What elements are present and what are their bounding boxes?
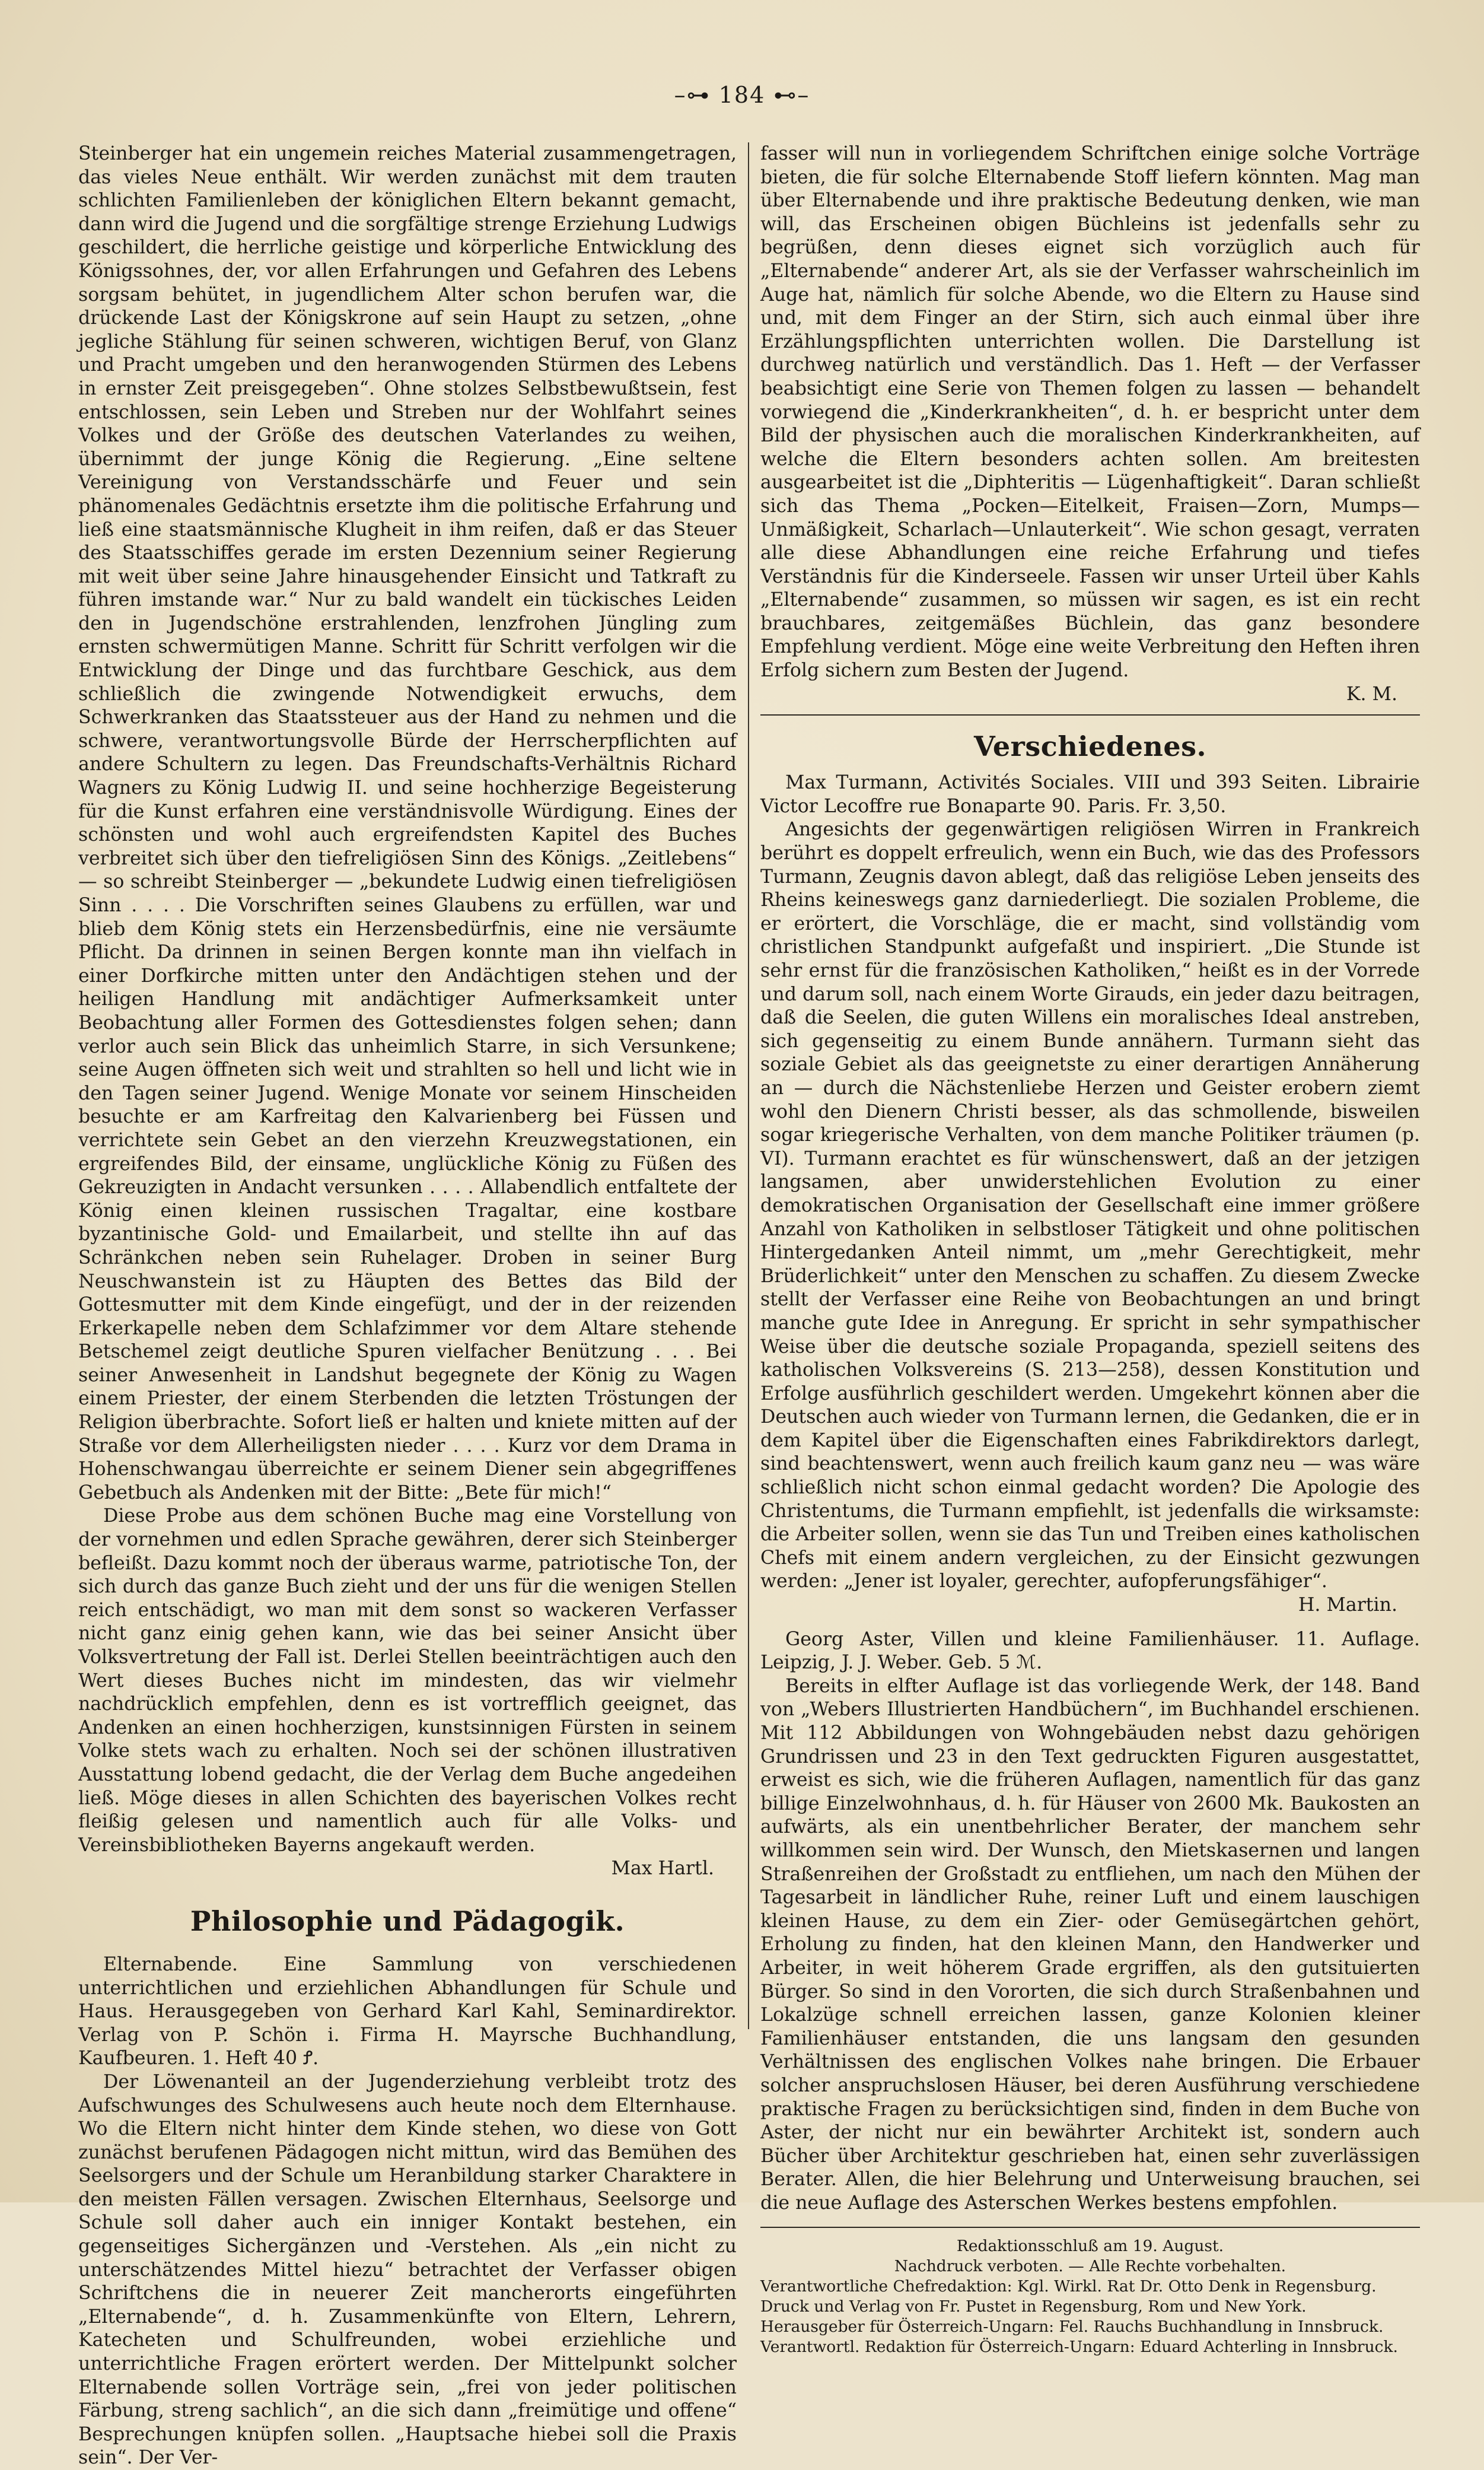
turmann-bibliographic-entry: Max Turmann, Activités Sociales. VIII und 393 Seiten. Librairie Victor Lecoffre rue Bonaparte 90. Paris. Fr. 3,50. bbox=[760, 772, 1420, 817]
review-signature: Max Hartl. bbox=[611, 1858, 714, 1880]
imprint-publisher: Druck und Verlag von Fr. Pustet in Regensburg, Rom und New York. bbox=[760, 2297, 1307, 2316]
page-number: –⊶ 184 ⊷– bbox=[674, 82, 810, 108]
section-heading-philosophie: Philosophie und Pädagogik. bbox=[190, 1905, 625, 1937]
left-column bbox=[78, 142, 737, 2470]
right-column bbox=[760, 142, 1420, 2357]
column-divider bbox=[748, 142, 749, 2029]
elternabende-bibliographic-entry: Elternabende. Eine Sammlung von verschiedenen unterrichtlichen und erziehlichen Abhandlungen für Schule und Haus. Herausgegeben von Gerhard Karl Kahl, Seminardirektor. Verlag von P. Schön i. Firma H. Mayrsche Buchhandlung, Kaufbeuren. 1. Heft 40 Ꝭ. bbox=[78, 1953, 737, 2070]
turmann-signature: H. Martin. bbox=[1298, 1594, 1397, 1616]
elternabende-review-continuation: fasser will nun in vorliegendem Schriftchen einige solche Vorträge bieten, die für solche Elternabende Stoff liefern könnten. Mag man über Elternabende und ihre praktische Bedeutung denken, wie man will, das Erscheinen obigen Büchleins ist jedenfalls sehr zu begrüßen, denn dieses eignet sich vorzüglich auch für „Elternabende“ anderer Art, als sie der Verfasser wahrscheinlich im Auge hat, nämlich für solche Abende, wo die Eltern zu Hause sind und, mit dem Finger an der Stirn, sich auch einmal über ihre Erzählungspflichten unterrichten wollen. Die Darstellung ist durchweg natürlich und verständlich. Das 1. Heft — der Verfasser beabsichtigt eine Serie von Themen folgen zu lassen — behandelt vorwiegend die „Kinderkrankheiten“, d. h. er bespricht unter dem Bild der physischen auch die moralischen Kinderkrankheiten, auf welche die Eltern besonders achten sollen. Am breitesten ausgearbeitet ist die „Diphteritis — Lügenhaftigkeit“. Daran schließt sich das Thema „Pocken—Eitelkeit, Fraisen—Zorn, Mumps—Unmäßigkeit, Scharlach—Unlauterkeit“. Wie schon gesagt, verraten alle diese Abhandlungen eine reiche Erfahrung und tiefes Verständnis für die Kinderseele. Fassen wir unser Urteil über Kahls „Elternabende“ zusammen, so müssen wir sagen, es ist ein recht brauchbares, zeitgemäßes Büchlein, das ganz besondere Empfehlung verdient. Möge eine weite Verbreitung den Heften ihren Erfolg sichern zum Besten der Jugend. bbox=[760, 143, 1420, 682]
aster-review-body: Bereits in elfter Auflage ist das vorliegende Werk, der 148. Band von „Webers Illustrierten Handbüchern“, im Buchhandel erschienen. Mit 112 Abbildungen von Wohngebäuden nebst dazu gehörigen Grundrissen und 23 in den Text gedruckten Figuren ausgestattet, erweist es sich, wie die früheren Auflagen, namentlich für das ganz billige Einzelwohnhaus, d. h. für Häuser von 2600 Mk. Baukosten an aufwärts, als ein unentbehrlicher Berater, der manchem sehr willkommen sein wird. Der Wunsch, den Mietskasernen und langen Straßenreihen der Großstadt zu entfliehen, um nach den Mühen der Tagesarbeit in ländlicher Ruhe, reiner Luft und einem lauschigen kleinen Hause, zu dem ein Zier- oder Gemüsegärtchen gehört, Erholung zu finden, hat den kleinen Mann, den Handwerker und Arbeiter, in weit höherem Grade ergriffen, als den gutsituierten Bürger. So sind in den Vororten, die sich durch Straßenbahnen und Lokalzüge schnell erreichen lassen, ganze Kolonien kleiner Familienhäuser entstanden, die uns langsam den gesunden Verhältnissen des englischen Volkes nahe bringen. Die Erbauer solcher anspruchslosen Häuser, bei deren Ausführung verschiedene praktische Fragen zu berücksichtigen sind, finden in dem Buche von Aster, der nicht nur ein bewährter Architekt ist, sondern auch Bücher über Architektur geschrieben hat, einen sehr zuverlässigen Berater. Allen, die hier Belehrung und Unterweisung brauchen, sei die neue Auflage des Asterschen Werkes bestens empfohlen. bbox=[760, 1675, 1420, 2214]
imprint-block bbox=[760, 2227, 1420, 2357]
imprint-austria-editor: Verantwortl. Redaktion für Österreich-Ungarn: Eduard Achterling in Innsbruck. bbox=[760, 2338, 1398, 2357]
elternabende-signature: K. M. bbox=[1346, 683, 1397, 705]
aster-bibliographic-entry: Georg Aster, Villen und kleine Familienhäuser. 11. Auflage. Leipzig, J. J. Weber. Geb. 5 ℳ. bbox=[760, 1628, 1420, 1674]
imprint-rights-notice: Nachdruck verboten. — Alle Rechte vorbehalten. bbox=[894, 2257, 1286, 2276]
review-continuation: Steinberger hat ein ungemein reiches Material zusammengetragen, das vieles Neue enthält. Wir werden zunächst mit dem trauten schlichten Familienleben der königlichen Eltern bekannt gemacht, dann wird die Jugend und die sorgfältige strenge Erziehung Ludwigs geschildert, die herrliche geistige und körperliche Entwicklung des Königssohnes, der, vor allen Erfahrungen und Gefahren des Lebens sorgsam behütet, in jugendlichem Alter schon berufen war, die drückende Last der Königskrone auf sein Haupt zu setzen, „ohne jegliche Stählung für seinen schweren, wichtigen Beruf, von Glanz und Pracht umgeben und den heranwogenden Stürmen des Lebens in ernster Zeit preisgegeben“. Ohne stolzes Selbstbewußtsein, fest entschlossen, sein Leben und Streben nur der Wohlfahrt seines Volkes und der Größe des deutschen Vaterlandes zu weihen, übernimmt der junge König die Regierung. „Eine seltene Vereinigung von Verstandsschärfe und Feuer und sein phänomenales Gedächtnis ersetzte ihm die politische Erfahrung und ließ eine staatsmännische Klugheit in ihm reifen, daß er das Steuer des Staatsschiffes gerade im ersten Dezennium seiner Regierung mit weit über seine Jahre hinausgehender Einsicht und Tatkraft zu führen imstande war.“ Nur zu bald wandelt ein tückisches Leiden den in Jugendschöne erstrahlenden, lenzfrohen Jüngling zum ernsten schwermütigen Manne. Schritt für Schritt verfolgen wir die Entwicklung der Dinge und das furchtbare Geschick, aus dem schließlich die zwingende Notwendigkeit erwuchs, dem Schwerkranken das Staatssteuer aus der Hand zu nehmen und die schwere, verantwortungsvolle Bürde der Herrscherpflichten auf andere Schultern zu legen. Das Freundschafts-Verhältnis Richard Wagners zu König Ludwig II. und seine hochherzige Begeisterung für die Kunst erfahren eine verständnisvolle Würdigung. Eines der schönsten und wohl auch ergreifendsten Kapitel des Buches verbreitet sich über den tiefreligiösen Sinn des Königs. „Zeitlebens“ — so schreibt Steinberger — „bekundete Ludwig einen tiefreligiösen Sinn . . . . Die Vorschriften seines Glaubens zu erfüllen, war und blieb dem König stets ein Herzensbedürfnis, eine nie versäumte Pflicht. Da drinnen in seinen Bergen konnte man ihn vielfach in einer Dorfkirche mitten unter den Andächtigen stehen und der heiligen Handlung mit andächtiger Aufmerksamkeit unter Beobachtung aller Formen des Gottesdienstes folgen sehen; dann verlor auch sein Blick das unheimlich Starre, in sich Versunkene; seine Augen öffneten sich weit und strahlten so hell und licht wie in den Tagen seiner Jugend. Wenige Monate vor seinem Hinscheiden besuchte er am Karfreitag den Kalvarienberg bei Füssen und verrichtete sein Gebet an den vierzehn Kreuzwegstationen, ein ergreifendes Bild, der einsame, unglückliche König zu Füßen des Gekreuzigten in Andacht versunken . . . . Allabendlich entfaltete der König einen kleinen russischen Tragaltar, eine kostbare byzantinische Gold- und Emailarbeit, und stellte ihn auf das Schränkchen neben sein Ruhelager. Droben in seiner Burg Neuschwanstein ist zu Häupten des Bettes das Bild der Gottesmutter mit dem Kinde eingefügt, und der in der reizenden Erkerkapelle neben dem Schlafzimmer vor dem Altare stehende Betschemel zeigt deutliche Spuren vielfacher Benützung . . . Bei seiner Anwesenheit in Landshut begegnete der König zu Wagen einem Priester, der einem Sterbenden die letzten Tröstungen der Religion überbrachte. Sofort ließ er halten und kniete mitten auf der Straße vor dem Allerheiligsten nieder . . . . Kurz vor dem Drama in Hohenschwangau überreichte er seinem Diener sein abgegriffenes Gebetbuch als Andenken mit der Bitte: „Bete für mich!“ bbox=[78, 143, 737, 1503]
section-heading-verschiedenes: Verschiedenes. bbox=[973, 730, 1207, 763]
review-closing: Diese Probe aus dem schönen Buche mag eine Vorstellung von der vornehmen und edlen Sprache gewähren, derer sich Steinberger befleißt. Dazu kommt noch der überaus warme, patriotische Ton, der sich durch das ganze Buch zieht und der uns für die wenigen Stellen reich entschädigt, wo man mit dem sonst so wackeren Verfasser nicht ganz einig gehen kann, wie das bei seiner Ansicht über Volksvertretung der Fall ist. Derlei Stellen beeinträchtigen auch den Wert dieses Buches nicht im mindesten, das wir vielmehr nachdrücklich empfehlen, denn es ist vortrefflich geeignet, das Andenken an einen hochherzigen, kunstsinnigen Fürsten in seinem Volke stets wach zu erhalten. Noch sei der schönen illustrativen Ausstattung lobend gedacht, die der Verlag dem Buche angedeihen ließ. Möge dieses in allen Schichten des bayerischen Volkes recht fleißig gelesen und namentlich auch für alle Volks- und Vereinsbibliotheken Bayerns angekauft werden. bbox=[78, 1505, 737, 1856]
elternabende-review-body: Der Löwenanteil an der Jugenderziehung verbleibt trotz des Aufschwunges des Schulwesens auch heute noch dem Elternhause. Wo die Eltern nicht hinter dem Kinde stehen, wo diese von Gott zunächst berufenen Pädagogen nicht mittun, wird das Bemühen des Seelsorgers und der Schule um Heranbildung starker Charaktere in den meisten Fällen versagen. Zwischen Elternhaus, Seelsorge und Schule soll daher auch ein inniger Kontakt bestehen, ein gegenseitiges Sichergänzen und -Verstehen. Als „ein nicht zu unterschätzendes Mittel hiezu“ betrachtet der Verfasser obigen Schriftchens die in neuerer Zeit mancherorts eingeführten „Elternabende“, d. h. Zusammenkünfte von Eltern, Lehrern, Katecheten und Schulfreunden, wobei erziehliche und unterrichtliche Fragen erörtert werden. Der Mittelpunkt solcher Elternabende sollen Vorträge sein, „frei von jeder politischen Färbung, streng sachlich“, an die sich dann „freimütige und offene“ Besprechungen knüpfen sollen. „Hauptsache hiebei soll die Praxis sein“. Der Ver- bbox=[78, 2071, 737, 2469]
section-rule bbox=[760, 714, 1420, 716]
spacer bbox=[760, 1617, 1420, 1628]
imprint-austria-publisher: Herausgeber für Österreich-Ungarn: Fel. Rauchs Buchhandlung in Innsbruck. bbox=[760, 2318, 1384, 2337]
turmann-review-body: Angesichts der gegenwärtigen religiösen Wirren in Frankreich berührt es doppelt erfreulich, wenn ein Buch, wie das des Professors Turmann, Zeugnis davon ablegt, daß das religiöse Leben jenseits des Rheins keineswegs ganz darniederliegt. Die sozialen Probleme, die er erörtert, die Vorschläge, die er macht, sind vollständig vom christlichen Standpunkt aufgefaßt und inspiriert. „Die Stunde ist sehr ernst für die französischen Katholiken,“ heißt es in der Vorrede und darum soll, nach einem Worte Girauds, ein jeder dazu beitragen, daß die Seelen, die guten Willens ein moralisches Ideal anstreben, sich gegenseitig zu einem Bunde annähern. Turmann sieht das soziale Gebiet als das geeignetste zu einer derartigen Annäherung an — durch die Nächstenliebe Herzen und Geister erobern ziemt wohl den Dienern Christi besser, als das schmollende, bisweilen sogar kriegerische Verhalten, von dem manche Politiker träumen (p. VI). Turmann erachtet es für wünschenswert, daß an der jetzigen langsamen, aber unwiderstehlichen Evolution zu einer demokratischen Organisation der Gesellschaft eine immer größere Anzahl von Katholiken in selbstloser Tätigkeit und ohne politischen Hintergedanken Anteil nimmt, um „mehr Gerechtigkeit, mehr Brüderlichkeit“ unter den Menschen zu schaffen. Zu diesem Zwecke stellt der Verfasser eine Reihe von Beobachtungen an und bringt manche gute Idee in Anregung. Er spricht in sehr sympathischer Weise über die deutsche soziale Propaganda, speziell seitens des katholischen Volksvereins (S. 213—258), dessen Konstitution und Erfolge ausführlich geschildert werden. Umgekehrt können aber die Deutschen auch wieder von Turmann lernen, die Gedanken, die er in dem Kapitel über die Eigenschaften eines Fabrikdirektors darlegt, sind beachtenswert, wenn auch freilich kaum ganz neu — was wäre schließlich nicht schon einmal gedacht worden? Die Apologie des Christentums, die Turmann empfiehlt, ist jedenfalls die wirksamste: die Arbeiter sollen, wenn sie das Tun und Treiben eines katholischen Chefs mit einem andern vergleichen, zu der Einsicht gezwungen werden: „Jener ist loyaler, gerechter, aufopferungsfähiger“. bbox=[760, 819, 1420, 1592]
imprint-editorial-deadline: Redaktionsschluß am 19. August. bbox=[956, 2237, 1224, 2256]
imprint-chief-editor: Verantwortliche Chefredaktion: Kgl. Wirkl. Rat Dr. Otto Denk in Regensburg. bbox=[760, 2277, 1377, 2296]
